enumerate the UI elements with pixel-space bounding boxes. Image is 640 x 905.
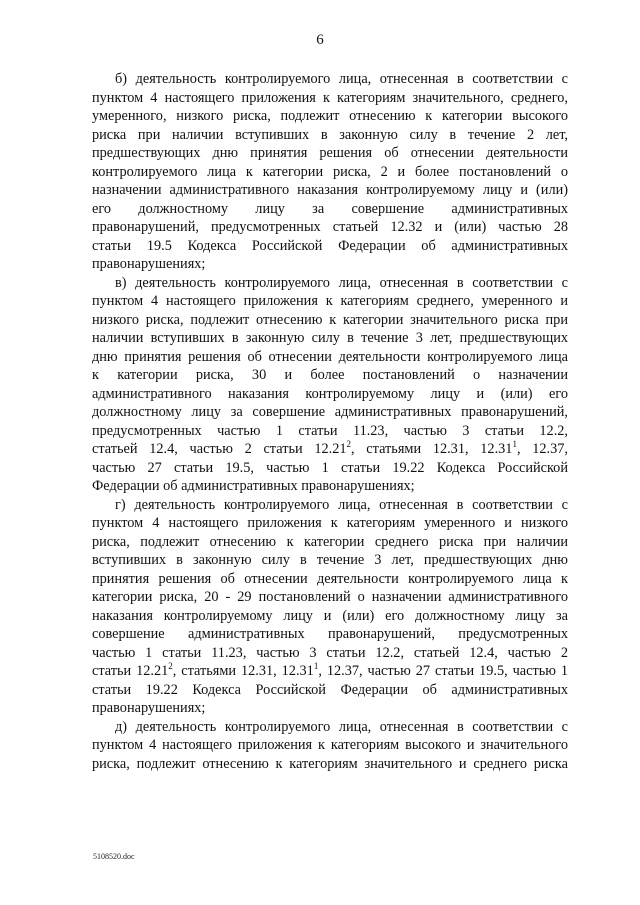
paragraph	[92, 274, 568, 496]
superscript: 1	[512, 439, 517, 449]
text-line: принятия решения об отнесении деятельности контролируемого лица к	[92, 570, 568, 587]
text-line: статьи 19.5 Кодекса Российской Федерации об административных	[92, 237, 568, 254]
text-line: умеренного, низкого риска, подлежит отнесению к категории высокого	[92, 108, 568, 124]
text-line: пунктом 4 настоящего приложения к категориям умеренного и низкого	[92, 515, 568, 531]
document-body	[92, 70, 568, 773]
text-line: риска, подлежит отнесению к категориям значительного и среднего риска	[92, 755, 568, 772]
text-line: к категории риска, 30 и более постановлений о назначении	[92, 367, 568, 383]
text-line: низкого риска, подлежит отнесению к категории значительного риска при	[92, 311, 568, 328]
text-line: риска при наличии вступивших в законную силу в течение 2 лет,	[92, 126, 568, 143]
superscript: 2	[168, 661, 173, 671]
text-line: вступивших в законную силу в течение 3 лет, предшествующих дню	[92, 552, 568, 568]
paragraph	[92, 70, 568, 274]
text-line: в) деятельность контролируемого лица, отнесенная в соответствии с	[115, 274, 568, 291]
text-line: предшествующих дню принятия решения об отнесении деятельности	[92, 145, 568, 161]
text-line: правонарушениях;	[92, 700, 206, 716]
text-line: Федерации об административных правонарушениях;	[92, 478, 415, 494]
text-line: статьи 12.21$^2$, статьями 12.31, 12.31$^1$, 12.37, частью 27 статьи 19.5, частью 1	[92, 661, 569, 679]
text-line: его должностному лицу за совершение административных	[92, 200, 568, 217]
text-line: совершение административных правонарушений, предусмотренных	[92, 626, 568, 642]
text-line: категории риска, 20 - 29 постановлений о назначении административного	[92, 589, 568, 605]
text-line: б) деятельность контролируемого лица, отнесенная в соответствии с	[115, 71, 568, 87]
text-line: пунктом 4 настоящего приложения к категориям значительного, среднего,	[92, 89, 568, 106]
text-line: наличии вступивших в законную силу в течение 3 лет, предшествующих	[92, 330, 568, 346]
page-number: 6	[316, 32, 324, 48]
text-line: административного наказания контролируемому лицу и (или) его	[92, 385, 568, 402]
paragraph	[92, 718, 568, 774]
text-line: дню принятия решения об отнесении деятельности контролируемого лица	[92, 348, 568, 365]
text-line: частью 1 статьи 11.23, частью 3 статьи 12.2, статьей 12.4, частью 2	[92, 644, 568, 661]
text-line: должностному лицу за совершение административных правонарушений,	[92, 404, 568, 420]
text-line: риска, подлежит отнесению к категории среднего риска при наличии	[92, 533, 568, 550]
text-line: наказания контролируемому лицу и (или) его должностному лицу за	[92, 607, 568, 624]
text-line: статьи 19.22 Кодекса Российской Федерации об административных	[92, 681, 568, 698]
text-line: предусмотренных частью 1 статьи 11.23, частью 3 статьи 12.2,	[92, 422, 568, 439]
paragraph	[92, 496, 568, 718]
text-line: правонарушений, предусмотренных статьей 12.32 и (или) частью 28	[92, 219, 568, 235]
superscript: 2	[346, 439, 352, 449]
text-line: пунктом 4 настоящего приложения к категориям высокого и значительного	[92, 737, 568, 753]
text-line: назначении административного наказания контролируемому лицу и (или)	[92, 182, 568, 198]
document-file-code: 5108520.doc	[93, 852, 135, 861]
superscript: 1	[313, 661, 319, 671]
text-line: правонарушениях;	[92, 256, 206, 272]
text-line: частью 27 статьи 19.5, частью 1 статьи 19.22 Кодекса Российской	[92, 459, 568, 476]
text-line: статьей 12.4, частью 2 статьи 12.21$^2$, статьями 12.31, 12.31$^1$, 12.37,	[92, 439, 568, 457]
text-line: г) деятельность контролируемого лица, отнесенная в соответствии с	[115, 496, 568, 513]
text-line: пунктом 4 настоящего приложения к категориям среднего, умеренного и	[92, 293, 568, 309]
text-line: контролируемого лица к категории риска, 2 и более постановлений о	[92, 163, 568, 180]
text-line: д) деятельность контролируемого лица, отнесенная в соответствии с	[115, 718, 568, 735]
